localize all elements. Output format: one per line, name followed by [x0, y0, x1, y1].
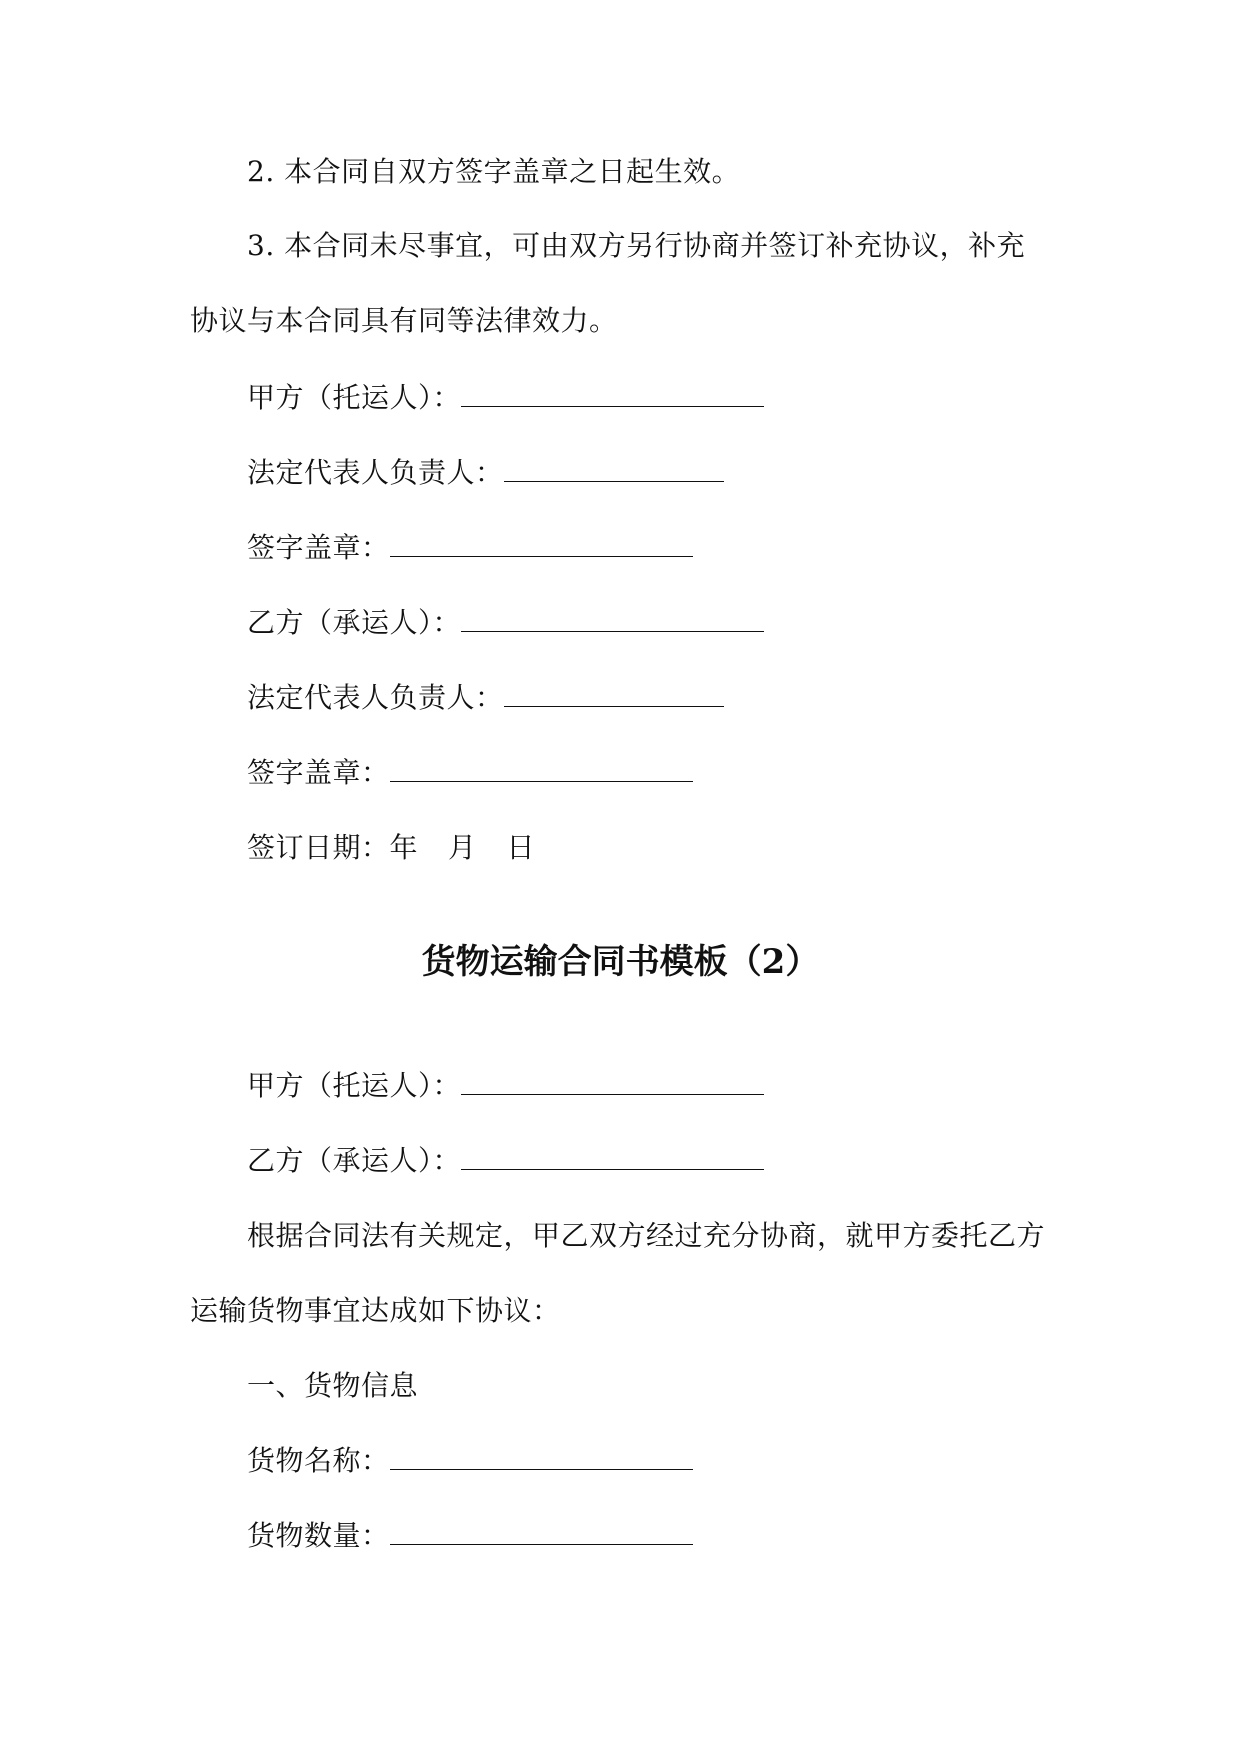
contract-party-a-label: 甲方（托运人）：	[247, 1069, 462, 1102]
party-b-label: 乙方（承运人）：	[247, 606, 462, 639]
seal-a-blank[interactable]	[390, 530, 693, 557]
contract-party-b-blank[interactable]	[461, 1143, 764, 1170]
signature-seal-b	[247, 755, 693, 791]
date-label: 签订日期：	[247, 831, 390, 864]
rep-a-label: 法定代表人负责人：	[247, 456, 504, 489]
goods-name-blank[interactable]	[390, 1443, 693, 1470]
contract-party-b	[247, 1143, 764, 1179]
goods-qty-blank[interactable]	[390, 1518, 693, 1545]
party-b-blank[interactable]	[461, 605, 764, 632]
clause-3-line-2: 协议与本合同具有同等法律效力。	[190, 304, 618, 337]
goods-qty-field	[247, 1518, 693, 1554]
contract-title: 货物运输合同书模板（2）	[421, 942, 820, 982]
contract-party-a	[247, 1068, 764, 1104]
party-a-label: 甲方（托运人）：	[247, 381, 462, 414]
party-a-blank[interactable]	[461, 380, 764, 407]
signature-seal-a	[247, 530, 693, 566]
contract-party-a-blank[interactable]	[461, 1068, 764, 1095]
goods-qty-label: 货物数量：	[247, 1519, 390, 1552]
section-heading-goods-info: 一、货物信息	[247, 1369, 419, 1402]
goods-name-field	[247, 1443, 693, 1479]
date-year: 年	[389, 831, 419, 864]
goods-name-label: 货物名称：	[247, 1444, 390, 1477]
rep-b-blank[interactable]	[504, 680, 724, 707]
seal-b-label: 签字盖章：	[247, 756, 390, 789]
date-day: 日	[506, 831, 536, 864]
signature-party-a	[247, 380, 764, 416]
signing-date	[247, 830, 535, 866]
intro-line-1: 根据合同法有关规定，甲乙双方经过充分协商，就甲方委托乙方	[247, 1219, 1046, 1252]
rep-b-label: 法定代表人负责人：	[247, 681, 504, 714]
signature-rep-b	[247, 680, 724, 716]
clause-3-line-1: 3. 本合同未尽事宜，可由双方另行协商并签订补充协议，补充	[247, 229, 1026, 262]
seal-a-label: 签字盖章：	[247, 531, 390, 564]
contract-party-b-label: 乙方（承运人）：	[247, 1144, 462, 1177]
signature-rep-a	[247, 455, 724, 491]
date-month: 月	[448, 831, 477, 864]
signature-party-b	[247, 605, 764, 641]
intro-line-2: 运输货物事宜达成如下协议：	[190, 1294, 561, 1327]
seal-b-blank[interactable]	[390, 755, 693, 782]
clause-2: 2. 本合同自双方签字盖章之日起生效。	[247, 155, 741, 188]
rep-a-blank[interactable]	[504, 455, 724, 482]
